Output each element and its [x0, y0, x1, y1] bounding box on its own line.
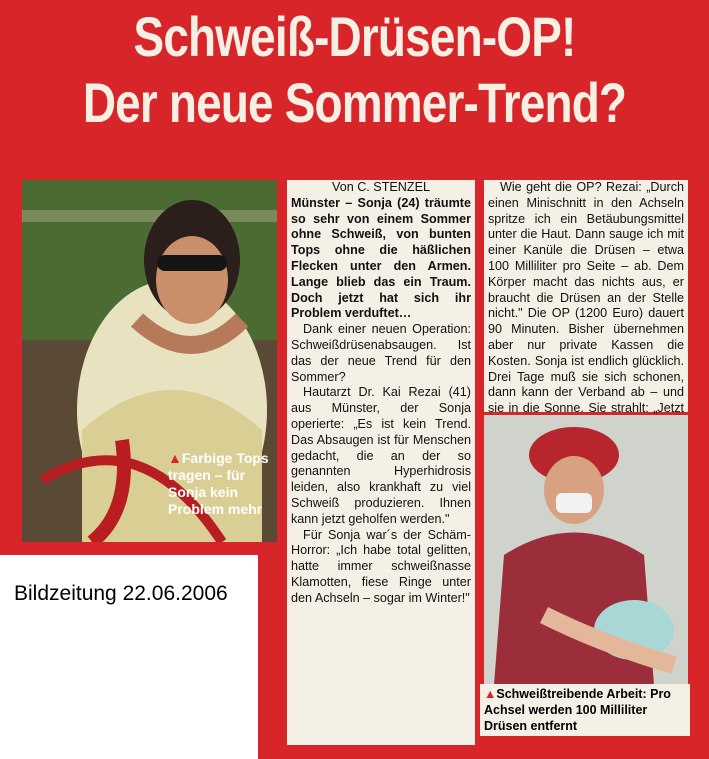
article-paragraph: Hautarzt Dr. Kai Rezai (41) aus Münster, der Sonja operierte: „Es ist kein Trend. Das Absaugen ist für Menschen gedacht, die an der so genannten Hyperhidrosis leiden, also krankhaft zu viel Schweiß produzieren. Ihnen kann jetzt geholfen werden." — [291, 385, 471, 526]
headline-line-2: Der neue Sommer-Trend? — [82, 71, 627, 134]
article-paragraph: Für Sonja war´s der Schäm-Horror: „Ich habe total gelitten, hatte immer schweißnasse Klamotten, fiese Ringe unter den Achseln – sogar im Winter!" — [291, 527, 471, 605]
caption-marker-2: ▲ — [484, 687, 497, 701]
article-column-1 — [287, 180, 475, 745]
photo-surgery-illustration — [484, 415, 688, 685]
article-lead: Münster – Sonja (24) träumte so sehr von einem Sommer ohne Schweiß, von bunten Tops ohne die häßlichen Flecken unter den Armen. Lange blieb das ein Traum. Doch jetzt hat sich ihr Problem verduftet… — [291, 195, 471, 321]
article-paragraph: Dank einer neuen Operation: Schweißdrüsenabsaugen. Ist das der neue Trend für den Sommer? — [291, 322, 471, 384]
source-note: Bildzeitung 22.06.2006 — [14, 582, 228, 605]
caption-marker-1: ▲ — [168, 450, 182, 466]
photo-caption-2 — [480, 684, 690, 736]
photo-caption-1 — [168, 450, 278, 518]
article-paragraph: Wie geht die OP? Rezai: „Durch einen Minischnitt in den Achseln spritze ich ein Betäubungsmittel unter die Haut. Dann sauge ich mit einer Kanüle die Drüsen – etwa 100 Milliliter pro Seite – ab. Dem Körper macht das nichts aus, er braucht die Drüsen an der Stelle nicht." Die OP (1200 Euro) dauert 90 Minuten. Bisher übernehmen aber nur private Kassen die Kosten. Sonja ist endlich glücklich. Drei Tage muß sie sich schonen, dann kann der Verband ab – und sie in die Sonne. Sie strahlt: „Jetzt — [488, 180, 684, 416]
headline-line-1: Schweiß-Drüsen-OP! — [133, 5, 576, 68]
article-column-2 — [484, 180, 688, 416]
caption-text-1: Farbige Tops tragen – für Sonja kein Problem mehr — [168, 450, 269, 517]
byline: Von C. STENZEL — [332, 180, 430, 194]
photo-surgery — [484, 415, 688, 685]
caption-text-2: Schweißtreibende Arbeit: Pro Achsel werden 100 Milliliter Drüsen entfernt — [484, 687, 671, 733]
headline — [69, 4, 641, 136]
